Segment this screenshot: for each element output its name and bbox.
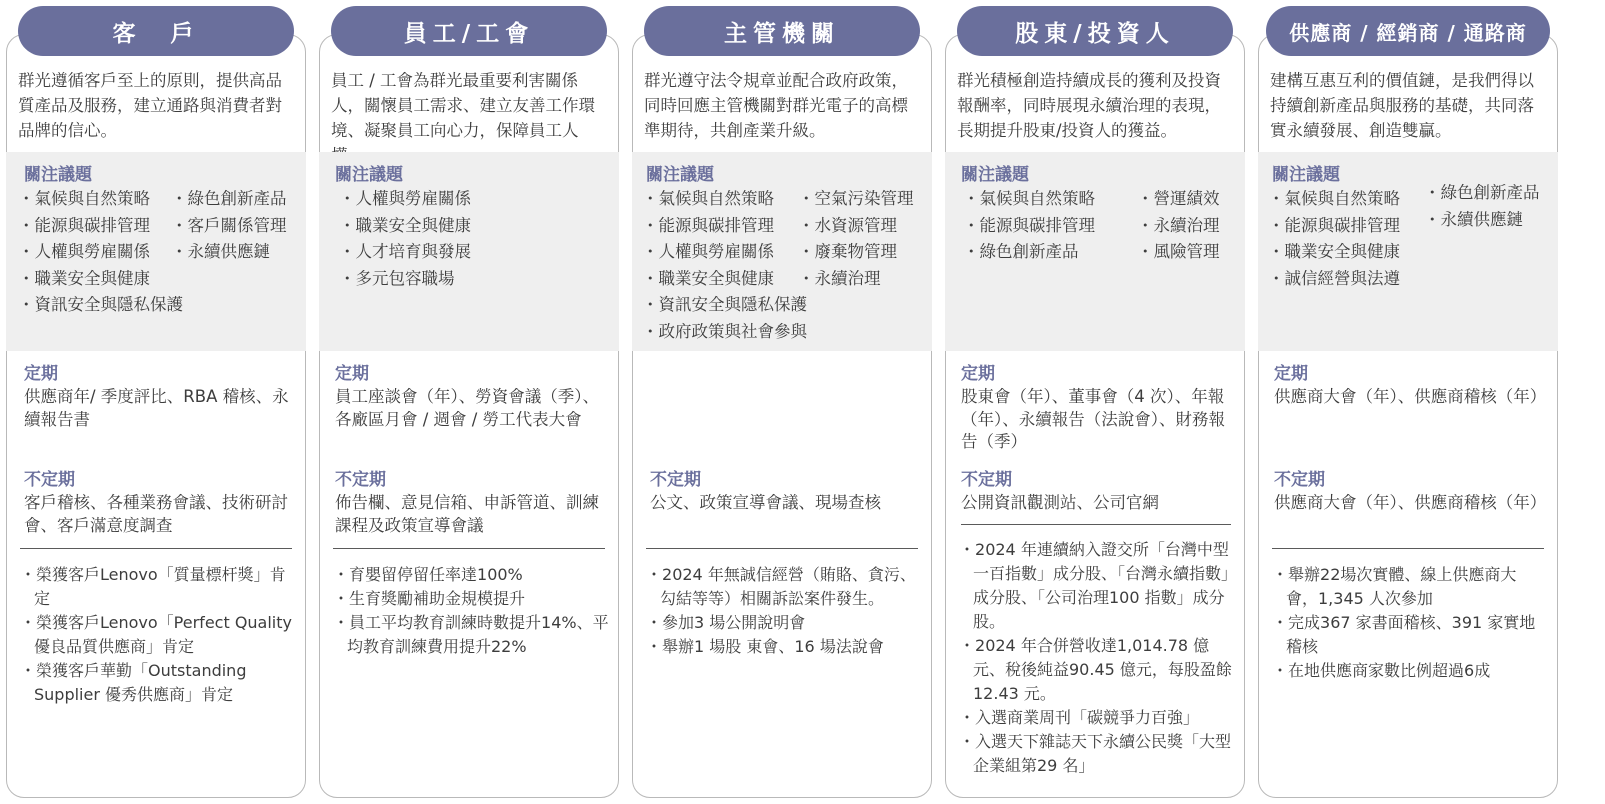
column-intro: 員工 / 工會為群光最重要利害關係人，關懷員工需求、建立友善工作環境、凝聚員工向心力，保障員工人 bbox=[331, 71, 595, 140]
issues-heading: 關注議題 bbox=[646, 165, 714, 185]
column-title: 供應商 / 經銷商 / 通路商 bbox=[1266, 6, 1550, 56]
column-supplier bbox=[1258, 14, 1558, 798]
issue-item: ・ 永續供應鏈 bbox=[171, 239, 287, 266]
issue-item: ・ 綠色創新產品 bbox=[1424, 180, 1540, 207]
regular-text: 股東會（年）、董事會（4 次）、年報（年）、永續報告（法說會）、財務報告（季） bbox=[961, 387, 1225, 451]
achievements-list bbox=[646, 563, 920, 659]
achievement-item: ・ 員工平均教育訓練時數提升14%、平均教育訓練費用提升22% bbox=[333, 611, 609, 659]
achievement-item: ・ 在地供應商家數比例超過6成 bbox=[1272, 659, 1548, 683]
issues-box bbox=[1258, 152, 1558, 351]
issue-item: ・ 資訊安全與隱私保護 bbox=[642, 292, 807, 319]
divider bbox=[333, 548, 605, 549]
achievement-item: ・ 2024 年合併營收達1,014.78 億元、稅後純益90.45 億元，每股盈餘12.43 元。 bbox=[959, 634, 1233, 706]
irregular-text: 佈告欄、意見信箱、申訴管道、訓練課程及政策宣導會議 bbox=[335, 493, 599, 535]
regular-heading: 定期 bbox=[1274, 364, 1308, 384]
issue-item: ・ 氣候與自然策略 bbox=[642, 186, 807, 213]
achievements-list bbox=[20, 563, 296, 707]
issue-item: ・ 能源與碳排管理 bbox=[642, 213, 807, 240]
achievement-item: ・ 育嬰留停留任率達100% bbox=[333, 563, 609, 587]
column-employee bbox=[319, 14, 619, 798]
issues-heading: 關注議題 bbox=[24, 165, 92, 185]
column-customer bbox=[6, 14, 306, 798]
regular-heading: 定期 bbox=[24, 364, 58, 384]
column-frame bbox=[1258, 34, 1558, 798]
issue-item: ・ 人才培育與發展 bbox=[339, 239, 471, 266]
issues-heading: 關注議題 bbox=[1272, 165, 1340, 185]
irregular-heading: 不定期 bbox=[961, 470, 1012, 490]
issue-item: ・ 政府政策與社會參與 bbox=[642, 319, 807, 346]
irregular-heading: 不定期 bbox=[650, 470, 701, 490]
column-intro: 建構互惠互利的價值鏈，是我們得以持續創新產品與服務的基礎，共同落實永續發展、創造雙贏。 bbox=[1270, 71, 1534, 140]
issue-item: ・ 人權與勞雇關係 bbox=[642, 239, 807, 266]
issues-list-right bbox=[798, 186, 914, 292]
regular-heading: 定期 bbox=[335, 364, 369, 384]
achievements-list bbox=[1272, 563, 1548, 683]
divider bbox=[961, 524, 1231, 525]
achievement-item: ・ 舉辦22場次實體、線上供應商大會，1,345 人次參加 bbox=[1272, 563, 1548, 611]
column-intro: 群光遵守法令規章並配合政府政策，同時回應主管機關對群光電子的高標準期待，共創產業升級。 bbox=[644, 71, 908, 140]
issue-item: ・ 人權與勞雇關係 bbox=[18, 239, 183, 266]
regular-text: 員工座談會（年）、勞資會議（季）、各廠區月會 / 週會 / 勞工代表大會 bbox=[335, 387, 599, 429]
column-shareholder bbox=[945, 14, 1245, 798]
issue-item: ・ 永續治理 bbox=[1137, 213, 1220, 240]
issue-item: ・ 職業安全與健康 bbox=[339, 213, 471, 240]
issue-item: ・ 氣候與自然策略 bbox=[18, 186, 183, 213]
issue-item: ・ 空氣污染管理 bbox=[798, 186, 914, 213]
achievement-item: ・ 入選天下雜誌天下永續公民獎「大型企業組第29 名」 bbox=[959, 730, 1233, 778]
issues-list-left bbox=[642, 186, 807, 346]
irregular-text: 供應商大會（年）、供應商稽核（年） bbox=[1274, 493, 1547, 512]
divider bbox=[1272, 548, 1544, 549]
achievement-item: ・ 2024 年連續納入證交所「台灣中型一百指數」成分股、「台灣永續指數」成分股、「公司治理100 指數」成分股。 bbox=[959, 538, 1233, 634]
column-authority bbox=[632, 14, 932, 798]
issue-item: ・ 綠色創新產品 bbox=[963, 239, 1095, 266]
column-title: 客 戶 bbox=[18, 6, 294, 56]
issues-box bbox=[6, 152, 306, 351]
issue-item: ・ 能源與碳排管理 bbox=[963, 213, 1095, 240]
achievements-list bbox=[959, 538, 1233, 778]
issues-list-right bbox=[1424, 180, 1540, 233]
column-intro: 群光遵循客戶至上的原則，提供高品質產品及服務，建立通路與消費者對品牌的信心。 bbox=[18, 71, 282, 140]
issue-item: ・ 能源與碳排管理 bbox=[1268, 213, 1400, 240]
column-title: 員工/工會 bbox=[331, 6, 607, 56]
achievement-item: ・ 參加3 場公開說明會 bbox=[646, 611, 920, 635]
achievement-item: ・ 入選商業周刊「碳競爭力百強」 bbox=[959, 706, 1233, 730]
column-intro: 群光積極創造持續成長的獲利及投資報酬率，同時展現永續治理的表現，長期提升股東/投資人的獲益。 bbox=[957, 71, 1221, 140]
issues-box bbox=[945, 152, 1245, 351]
issues-box bbox=[319, 152, 619, 351]
issue-item: ・ 誠信經營與法遵 bbox=[1268, 266, 1400, 293]
issue-item: ・ 職業安全與健康 bbox=[18, 266, 183, 293]
irregular-text: 公文、政策宣導會議、現場查核 bbox=[650, 493, 881, 512]
achievement-item: ・ 完成367 家書面稽核、391 家實地稽核 bbox=[1272, 611, 1548, 659]
issue-item: ・ 多元包容職場 bbox=[339, 266, 471, 293]
issue-item: ・ 職業安全與健康 bbox=[642, 266, 807, 293]
issues-list-left bbox=[339, 186, 471, 292]
irregular-text: 公開資訊觀測站、公司官網 bbox=[961, 493, 1159, 512]
issues-list-right bbox=[171, 186, 287, 266]
issues-list-left bbox=[18, 186, 183, 319]
issue-item: ・ 氣候與自然策略 bbox=[1268, 186, 1400, 213]
achievement-item: ・ 生育獎勵補助金規模提升 bbox=[333, 587, 609, 611]
achievement-item: ・ 榮獲客戶Lenovo「Perfect Quality 優良品質供應商」肯定 bbox=[20, 611, 296, 659]
irregular-heading: 不定期 bbox=[335, 470, 386, 490]
achievement-item: ・ 榮獲客戶華勤「Outstanding Supplier 優秀供應商」肯定 bbox=[20, 659, 296, 707]
divider bbox=[646, 548, 918, 549]
issue-item: ・ 綠色創新產品 bbox=[171, 186, 287, 213]
irregular-heading: 不定期 bbox=[24, 470, 75, 490]
issue-item: ・ 永續供應鏈 bbox=[1424, 207, 1540, 234]
issue-item: ・ 氣候與自然策略 bbox=[963, 186, 1095, 213]
issue-item: ・ 永續治理 bbox=[798, 266, 914, 293]
issues-box bbox=[632, 152, 932, 351]
achievements-list bbox=[333, 563, 609, 659]
issues-list-left bbox=[963, 186, 1095, 266]
regular-text: 供應商年/ 季度評比、RBA 稽核、永續報告書 bbox=[24, 387, 289, 429]
issues-list-right bbox=[1137, 186, 1220, 266]
irregular-text: 客戶稽核、各種業務會議、技術研討會、客戶滿意度調查 bbox=[24, 493, 288, 535]
regular-heading: 定期 bbox=[961, 364, 995, 384]
achievement-item: ・ 舉辦1 場股 東會、16 場法說會 bbox=[646, 635, 920, 659]
issue-item: ・ 客戶關係管理 bbox=[171, 213, 287, 240]
achievement-item: ・ 2024 年無誠信經營（賄賂、貪污、勾結等等）相關訴訟案件發生。 bbox=[646, 563, 920, 611]
issues-list-left bbox=[1268, 186, 1400, 292]
issue-item: ・ 資訊安全與隱私保護 bbox=[18, 292, 183, 319]
issue-item: ・ 人權與勞雇關係 bbox=[339, 186, 471, 213]
regular-text: 供應商大會（年）、供應商稽核（年） bbox=[1274, 387, 1547, 406]
issue-item: ・ 營運績效 bbox=[1137, 186, 1220, 213]
issues-heading: 關注議題 bbox=[961, 165, 1029, 185]
column-frame bbox=[632, 34, 932, 798]
issue-item: ・ 能源與碳排管理 bbox=[18, 213, 183, 240]
column-title: 主管機關 bbox=[644, 6, 920, 56]
column-title: 股東/投資人 bbox=[957, 6, 1233, 56]
achievement-item: ・ 榮獲客戶Lenovo「質量標杆獎」肯定 bbox=[20, 563, 296, 611]
issue-item: ・ 水資源管理 bbox=[798, 213, 914, 240]
issues-heading: 關注議題 bbox=[335, 165, 403, 185]
issue-item: ・ 廢棄物管理 bbox=[798, 239, 914, 266]
issue-item: ・ 職業安全與健康 bbox=[1268, 239, 1400, 266]
divider bbox=[20, 548, 292, 549]
issue-item: ・ 風險管理 bbox=[1137, 239, 1220, 266]
irregular-heading: 不定期 bbox=[1274, 470, 1325, 490]
